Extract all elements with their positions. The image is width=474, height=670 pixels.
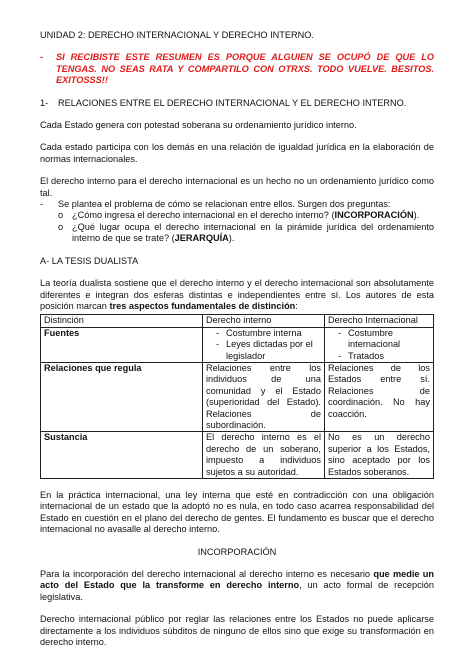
table-cell: Relaciones entre los individuos de una comunidad y el Estado (superioridad del Estado). Relaciones de subordinación. — [203, 362, 325, 431]
table-row — [41, 362, 434, 431]
section-1-title: RELACIONES ENTRE EL DERECHO INTERNACIONAL Y EL DERECHO INTERNO. — [58, 97, 407, 108]
list-item: - Leyes dictadas por el legislador — [216, 339, 313, 361]
distinction-table — [40, 314, 434, 479]
incorporacion-heading: INCORPORACIÓN — [197, 546, 277, 557]
unit-heading: UNIDAD 2: DERECHO INTERNACIONAL Y DERECHO INTERNO. — [40, 30, 314, 40]
section-a-heading: A- LA TESIS DUALISTA — [40, 255, 139, 266]
question-2: o ¿Qué lugar ocupa el derecho internacional en la pirámide jurídica del ordenamiento interno de que se trate? (JERARQUÍA). — [58, 221, 434, 244]
circle-bullet-icon: o — [58, 210, 64, 221]
notice-text: SI RECIBISTE ESTE RESUMEN ES PORQUE ALGUIEN SE OCUPÓ DE QUE LO TENGAS. NO SEAS RATA Y COMPARTILO CON OTRXS. TODO VUELVE. BESITOS. EXITOSSS!! — [56, 52, 434, 86]
paragraph-7: Derecho internacional público por reglar las relaciones entre los Estados no puede aplicarse directamente a los individuos súbditos de ninguno de ellos sino que exige su transformación en derecho interno. — [40, 614, 434, 648]
row-label: Sustancia — [44, 432, 88, 443]
paragraph-4: La teoría dualista sostiene que el derecho interno y el derecho internacional son absolutamente diferentes e integran dos esferas distintas e independientes entre sí. Los autores de esta posición marcan tres aspectos fundamentales de distinción: — [40, 278, 434, 311]
paragraph-3: El derecho interno para el derecho internacional es un hecho no un ordenamiento jurídico como tal. — [40, 176, 434, 198]
paragraph-1: Cada Estado genera con potestad soberana su ordenamiento jurídico interno. — [40, 120, 357, 131]
problem-text: Se plantea el problema de cómo se relacionan entre ellos. Surgen dos preguntas: — [58, 199, 391, 210]
three-aspects-phrase: tres aspectos fundamentales de distinción — [109, 300, 296, 311]
list-item: - Costumbre interna — [216, 327, 302, 338]
paragraph-2: Cada estado participa con los demás en una relación de igualdad jurídica en la elaboración de normas internacionales. — [40, 142, 434, 164]
table-header-row — [41, 315, 434, 327]
table-header-cell: Derecho interno — [203, 315, 325, 327]
table-cell: Relaciones de los Estados entre sí. Relaciones de coordinación. No hay coacción. — [325, 362, 434, 431]
problem-item: - Se plantea el problema de cómo se relacionan entre ellos. Surgen dos preguntas: — [40, 199, 391, 210]
question-1: o ¿Cómo ingresa el derecho internacional en el derecho interno? (INCORPORACIÓN). — [58, 210, 420, 221]
paragraph-6: Para la incorporación del derecho internacional al derecho interno es necesario que medie un acto del Estado que la transforme en derecho interno, un acto formal de recepción legislativa. — [40, 569, 435, 602]
list-item: - Tratados — [338, 350, 384, 361]
table-cell: El derecho interno es el derecho de un soberano, impuesto a individuos sujetos a su autoridad. — [203, 432, 325, 479]
section-1-number: 1- — [40, 97, 49, 108]
paragraph-5: En la práctica internacional, una ley interna que esté en contradicción con una obligación internacional de un estado que la adoptó no es nula, en todo caso acarrea responsabilidad del Estado en cuestión en el plano del derecho de gentes. El fundamento es buscar que el derecho internacional no avasalle al derecho interno. — [40, 490, 434, 535]
table-header-cell: Distinción — [41, 315, 203, 327]
jerarquia-keyword: JERARQUÍA — [174, 233, 229, 244]
notice-block: - SI RECIBISTE ESTE RESUMEN ES PORQUE ALGUIEN SE OCUPÓ DE QUE LO TENGAS. NO SEAS RATA Y COMPARTILO CON OTRXS. TODO VUELVE. BESITOS. EXITOSSS!! — [40, 52, 434, 86]
state-act-phrase: que medie un acto del Estado que la transforme en derecho interno — [40, 569, 434, 591]
table-cell: No es un derecho superior a los Estados, sino aceptado por los Estados soberanos. — [325, 432, 434, 479]
list-item: - Costumbre internacional — [338, 327, 401, 350]
table-row — [41, 432, 434, 479]
table-row — [41, 327, 434, 362]
circle-bullet-icon: o — [58, 221, 64, 232]
incorporacion-keyword: INCORPORACIÓN — [334, 210, 414, 221]
row-label: Relaciones que regula — [44, 362, 142, 373]
table-header-cell: Derecho Internacional — [325, 315, 434, 327]
row-label: Fuentes — [44, 327, 80, 338]
section-1-heading — [40, 98, 434, 109]
